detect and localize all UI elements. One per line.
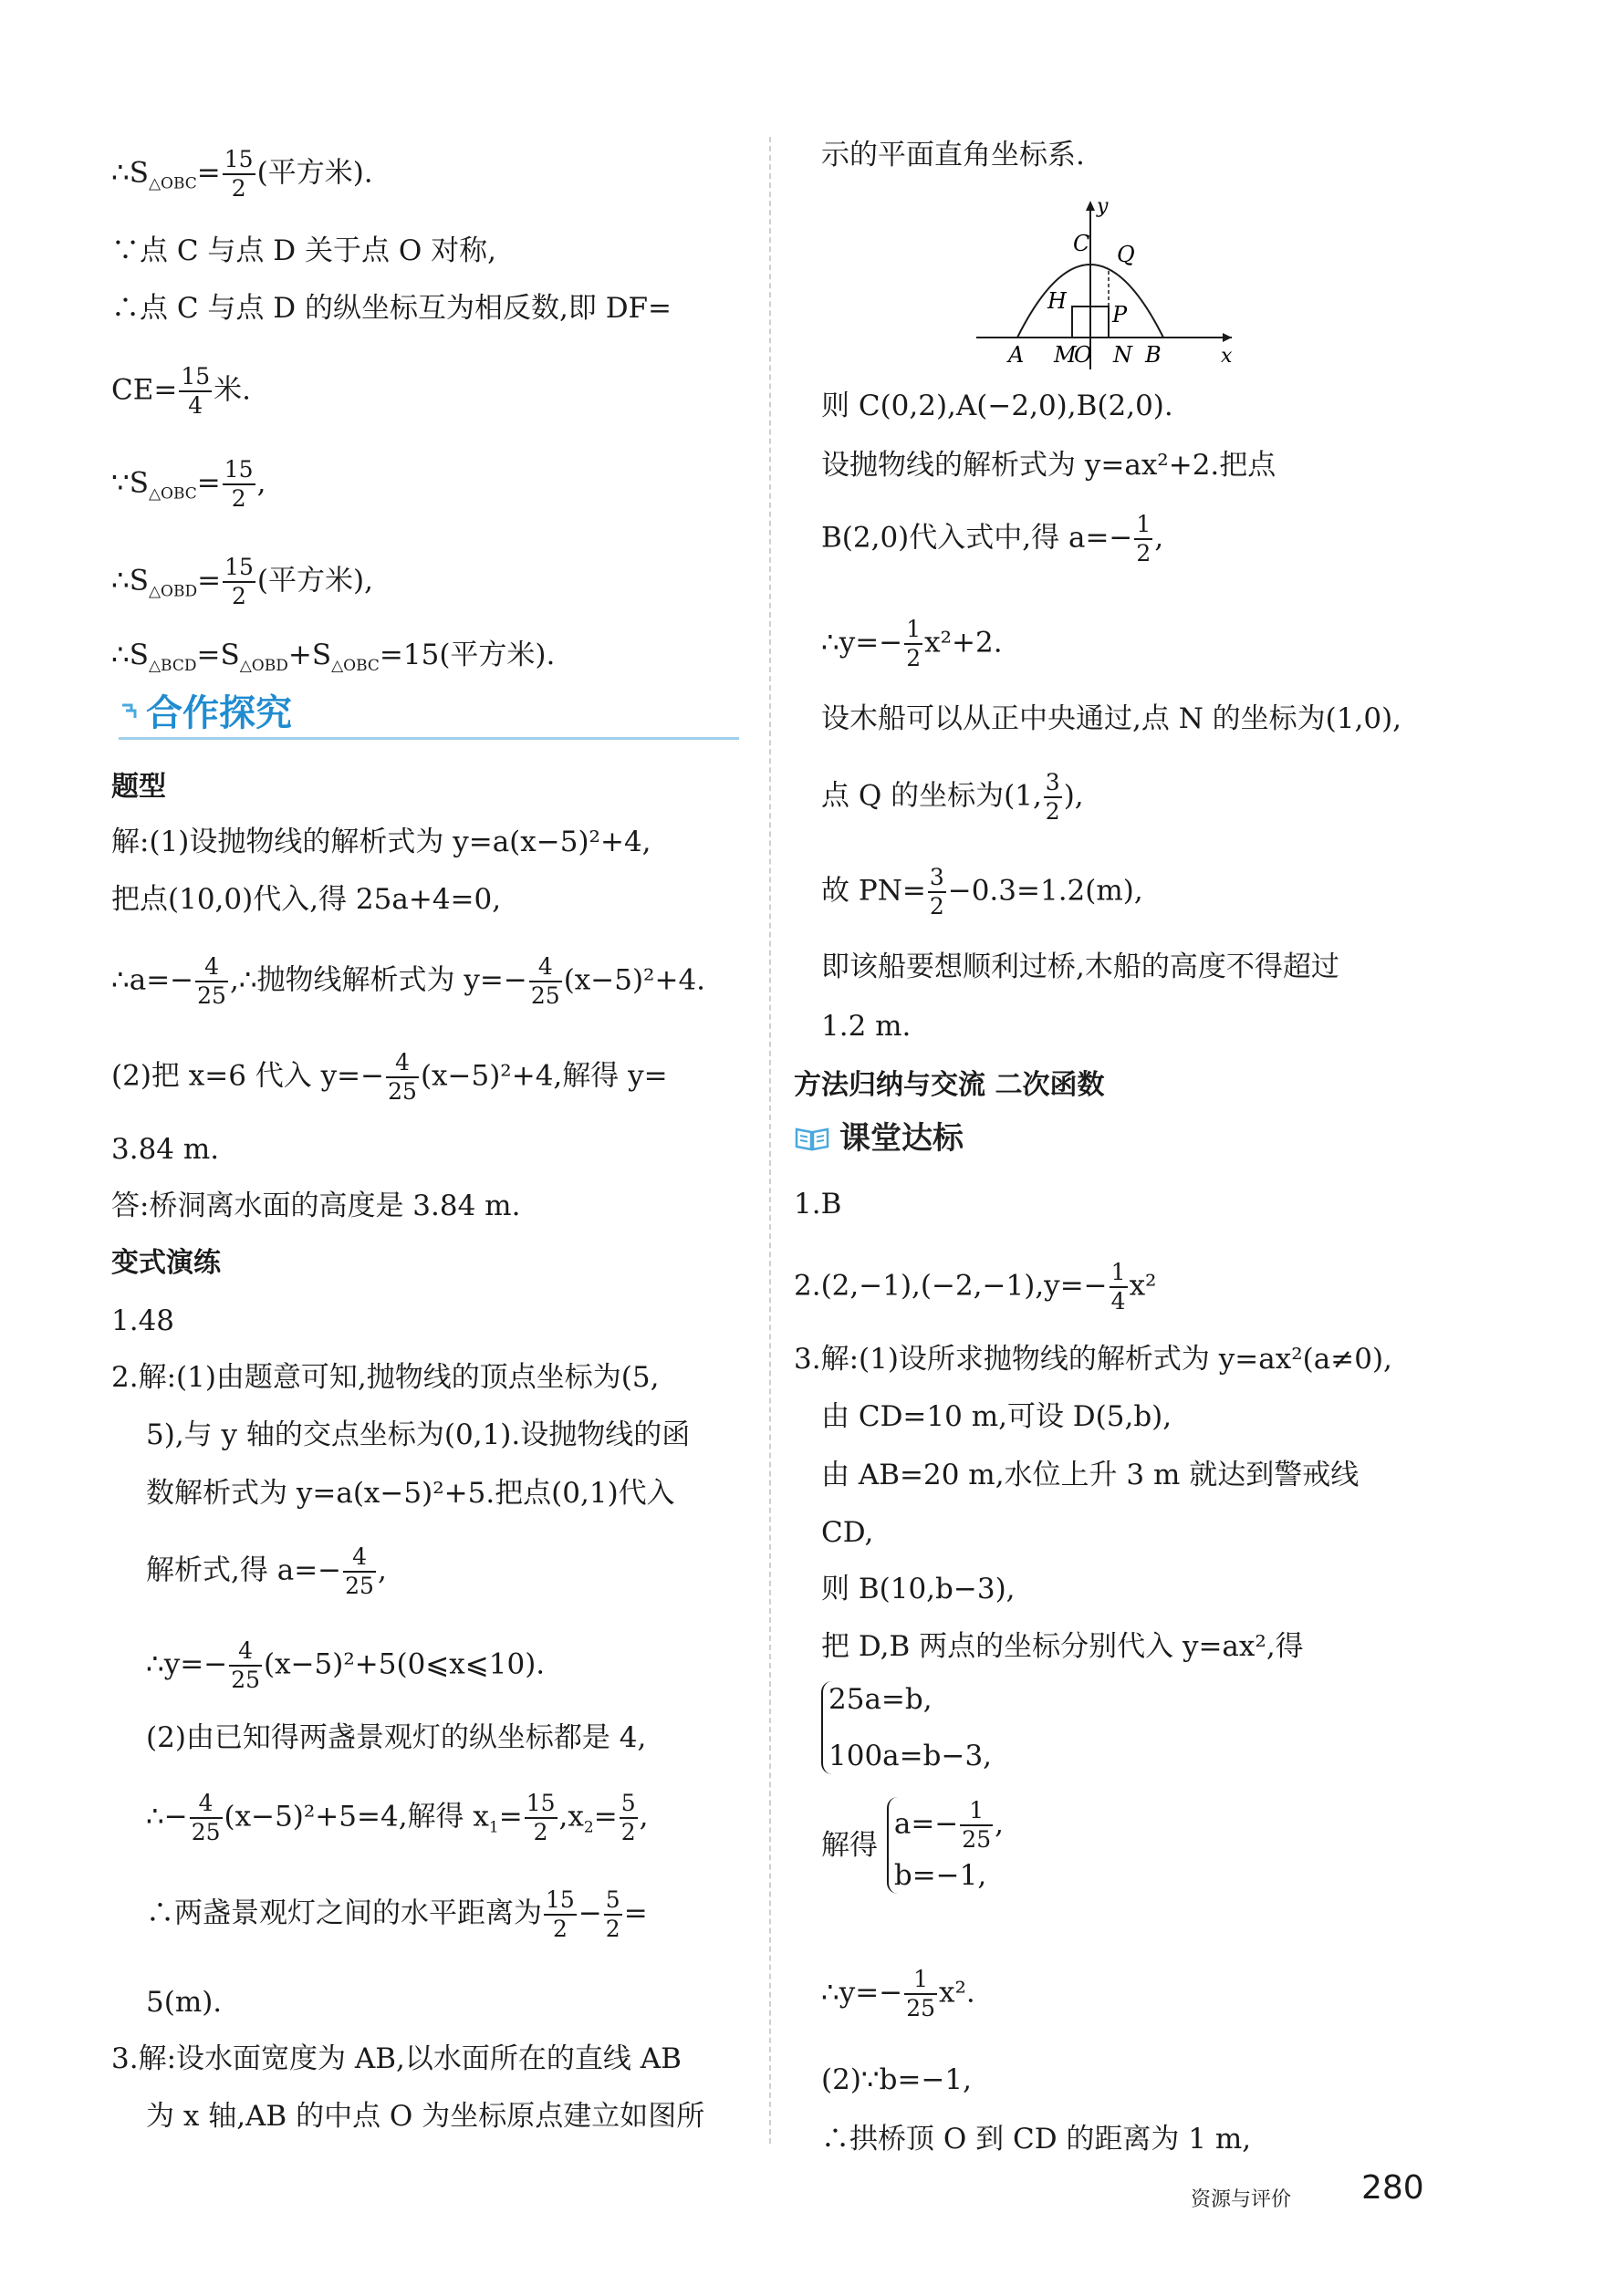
fraction: $\frac{15}{2}$ — [224, 456, 254, 512]
line-opposite-coords: ∴点 C 与点 D 的纵坐标互为相反数,即 DF= — [111, 292, 672, 325]
parabola-bridge-diagram — [967, 196, 1241, 374]
footer-label: 资源与评价 — [1191, 2188, 1292, 2211]
line-q2h: ∴两盏景观灯之间的水平距离为 $\frac{15}{2}$ − $\frac{5}{2}$ = — [146, 1886, 648, 1942]
label-p: P — [1112, 302, 1128, 327]
line-p4: (2)把 x=6 代入 y=− $\frac{4}{25}$ (x−5)²+4,解得 y= — [111, 1049, 668, 1105]
line-r3: 设抛物线的解析式为 y=ax²+2.把点 — [821, 449, 1276, 482]
line-q1: 1.48 — [111, 1304, 175, 1337]
line-p3: ∴a=− $\frac{4}{25}$ ,∴抛物线解析式为 y=− $\frac{4}{25}$ (x−5)²+4. — [111, 953, 706, 1009]
heading-cooperative-inquiry: 合作探究 — [119, 695, 292, 732]
line-r6: 设木船可以从正中央通过,点 N 的坐标为(1,0), — [821, 702, 1402, 735]
line-q2d: 解析式,得 a=− $\frac{4}{25}$ , — [146, 1543, 387, 1599]
line-q2c: 数解析式为 y=a(x−5)²+5.把点(0,1)代入 — [146, 1477, 675, 1510]
line-s3f: 把 D,B 两点的坐标分别代入 y=ax²,得 — [821, 1630, 1304, 1663]
line-s3k: ∴拱桥顶 O 到 CD 的距离为 1 m, — [821, 2123, 1252, 2156]
fraction: $\frac{3}{2}$ — [1045, 769, 1060, 825]
label-n: N — [1113, 342, 1132, 368]
line-s-obc-area: $\therefore S_{\triangle OBC}=$ $\frac{15}{2}$ (平方米). — [111, 146, 373, 202]
line-s3e: 则 B(10,b−3), — [821, 1573, 1016, 1605]
x-axis-arrow — [1223, 333, 1232, 342]
y-axis-arrow — [1086, 201, 1095, 211]
fraction: $\frac{1}{4}$ — [1110, 1259, 1126, 1314]
fraction: $\frac{5}{2}$ — [605, 1886, 620, 1942]
line-q2a: 2.解:(1)由题意可知,抛物线的顶点坐标为(5, — [111, 1361, 660, 1394]
line-r8: 故 PN= $\frac{3}{2}$ −0.3=1.2(m), — [821, 864, 1143, 919]
method-summary: 方法归纳与交流 二次函数 — [794, 1069, 1105, 1101]
fraction: $\frac{15}{2}$ — [224, 554, 254, 609]
fraction: $\frac{1}{25}$ — [962, 1797, 992, 1853]
subheading-tixing: 题型 — [111, 771, 166, 803]
line-q3b: 为 x 轴,AB 的中点 O 为坐标原点建立如图所 — [146, 2100, 705, 2133]
label-a: A — [1008, 342, 1025, 368]
line-r1: 示的平面直角坐标系. — [821, 139, 1085, 171]
fraction: $\frac{4}{25}$ — [530, 953, 560, 1009]
fraction: $\frac{15}{2}$ — [224, 146, 254, 202]
line-s3c: 由 AB=20 m,水位上升 3 m 就达到警戒线 — [821, 1459, 1360, 1491]
line-s-obd: $\therefore S_{\triangle OBD}=$ $\frac{15}{2}$ (平方米), — [111, 554, 373, 609]
heading-bookmark-icon — [119, 700, 146, 727]
line-p2: 把点(10,0)代入,得 25a+4=0, — [111, 883, 502, 916]
line-q2e: ∴y=− $\frac{4}{25}$ (x−5)²+5(0⩽x⩽10). — [146, 1637, 546, 1693]
line-s3i: ∴y=− $\frac{1}{25}$ x². — [821, 1966, 975, 2021]
line-p6: 答:桥洞离水面的高度是 3.84 m. — [111, 1190, 521, 1222]
line-s-bcd: $\therefore S_{\triangle BCD}=S_{\triangle OBD}+S_{\triangle OBC}=15$(平方米). — [111, 639, 556, 676]
subheading-bianshi: 变式演练 — [111, 1247, 221, 1279]
label-q: Q — [1117, 242, 1135, 267]
fraction: $\frac{4}{25}$ — [388, 1049, 417, 1105]
line-s3j: (2)∵b=−1, — [821, 2063, 973, 2096]
label-y: y — [1097, 196, 1109, 218]
line-r7: 点 Q 的坐标为(1, $\frac{3}{2}$ ), — [821, 769, 1084, 825]
fraction: $\frac{1}{25}$ — [906, 1966, 935, 2021]
line-s-obc: $\because S_{\triangle OBC}=$ $\frac{15}{2}$ , — [111, 456, 266, 512]
line-symmetry: ∵点 C 与点 D 关于点 O 对称, — [111, 234, 496, 267]
line-ce: CE= $\frac{15}{4}$ 米. — [111, 363, 251, 419]
line-r10: 1.2 m. — [821, 1010, 912, 1043]
fraction: $\frac{4}{25}$ — [197, 953, 226, 1009]
line-q2b: 5),与 y 轴的交点坐标为(0,1).设抛物线的函 — [146, 1418, 691, 1451]
fraction: $\frac{1}{2}$ — [906, 616, 922, 671]
line-q3a: 3.解:设水面宽度为 AB,以水面所在的直线 AB — [111, 2042, 682, 2075]
line-p1: 解:(1)设抛物线的解析式为 y=a(x−5)²+4, — [111, 826, 651, 858]
line-r2: 则 C(0,2),A(−2,0),B(2,0). — [821, 390, 1173, 422]
line-s1: 1.B — [794, 1188, 842, 1221]
fraction: $\frac{5}{2}$ — [620, 1790, 636, 1845]
line-q2i: 5(m). — [146, 1986, 223, 2019]
fraction: $\frac{15}{4}$ — [181, 363, 211, 419]
line-p5: 3.84 m. — [111, 1133, 220, 1166]
label-m: M — [1054, 342, 1077, 368]
line-r9: 即该船要想顺利过桥,木船的高度不得超过 — [821, 951, 1339, 983]
solution-system: 解得 a=− $\frac{1}{25}$ , b=−1, — [821, 1797, 1004, 1892]
line-s2: 2.(2,−1),(−2,−1),y=− $\frac{1}{4}$ x² — [794, 1259, 1157, 1314]
fraction: $\frac{15}{2}$ — [526, 1790, 556, 1845]
label-x: x — [1221, 345, 1233, 368]
fraction: $\frac{3}{2}$ — [929, 864, 944, 919]
line-s3b: 由 CD=10 m,可设 D(5,b), — [821, 1400, 1172, 1433]
label-o: O — [1074, 342, 1092, 368]
label-h: H — [1047, 288, 1067, 314]
heading-underline — [119, 737, 739, 740]
fraction: $\frac{4}{25}$ — [231, 1637, 260, 1693]
label-c: C — [1073, 231, 1090, 256]
line-r5: ∴y=− $\frac{1}{2}$ x²+2. — [821, 616, 1003, 671]
line-s3d: CD, — [821, 1516, 874, 1549]
left-brace: a=− $\frac{1}{25}$ , b=−1, — [887, 1797, 1004, 1894]
line-s3a: 3.解:(1)设所求抛物线的解析式为 y=ax²(a≠0), — [794, 1343, 1392, 1376]
equation-system — [821, 1681, 992, 1774]
fraction: $\frac{4}{25}$ — [345, 1543, 374, 1599]
label-b: B — [1145, 342, 1162, 368]
line-r4: B(2,0)代入式中,得 a=− $\frac{1}{2}$ , — [821, 511, 1164, 566]
page-number: 280 — [1361, 2169, 1424, 2207]
open-book-icon — [794, 1125, 830, 1152]
line-q2f: (2)由已知得两盏景观灯的纵坐标都是 4, — [146, 1721, 647, 1754]
column-divider — [769, 137, 771, 2144]
fraction: $\frac{15}{2}$ — [546, 1886, 575, 1942]
fraction: $\frac{4}{25}$ — [191, 1790, 221, 1845]
left-brace: 25a=b, 100a=b−3, — [821, 1681, 992, 1774]
line-q2g: ∴− $\frac{4}{25}$ (x−5)²+5=4,解得 $x_1=$ $\frac{15}{2}$ $,x_2=$ $\frac{5}{2}$ , — [146, 1790, 649, 1845]
heading-classroom-check: 课堂达标 — [794, 1120, 964, 1157]
fraction: $\frac{1}{2}$ — [1136, 511, 1151, 566]
